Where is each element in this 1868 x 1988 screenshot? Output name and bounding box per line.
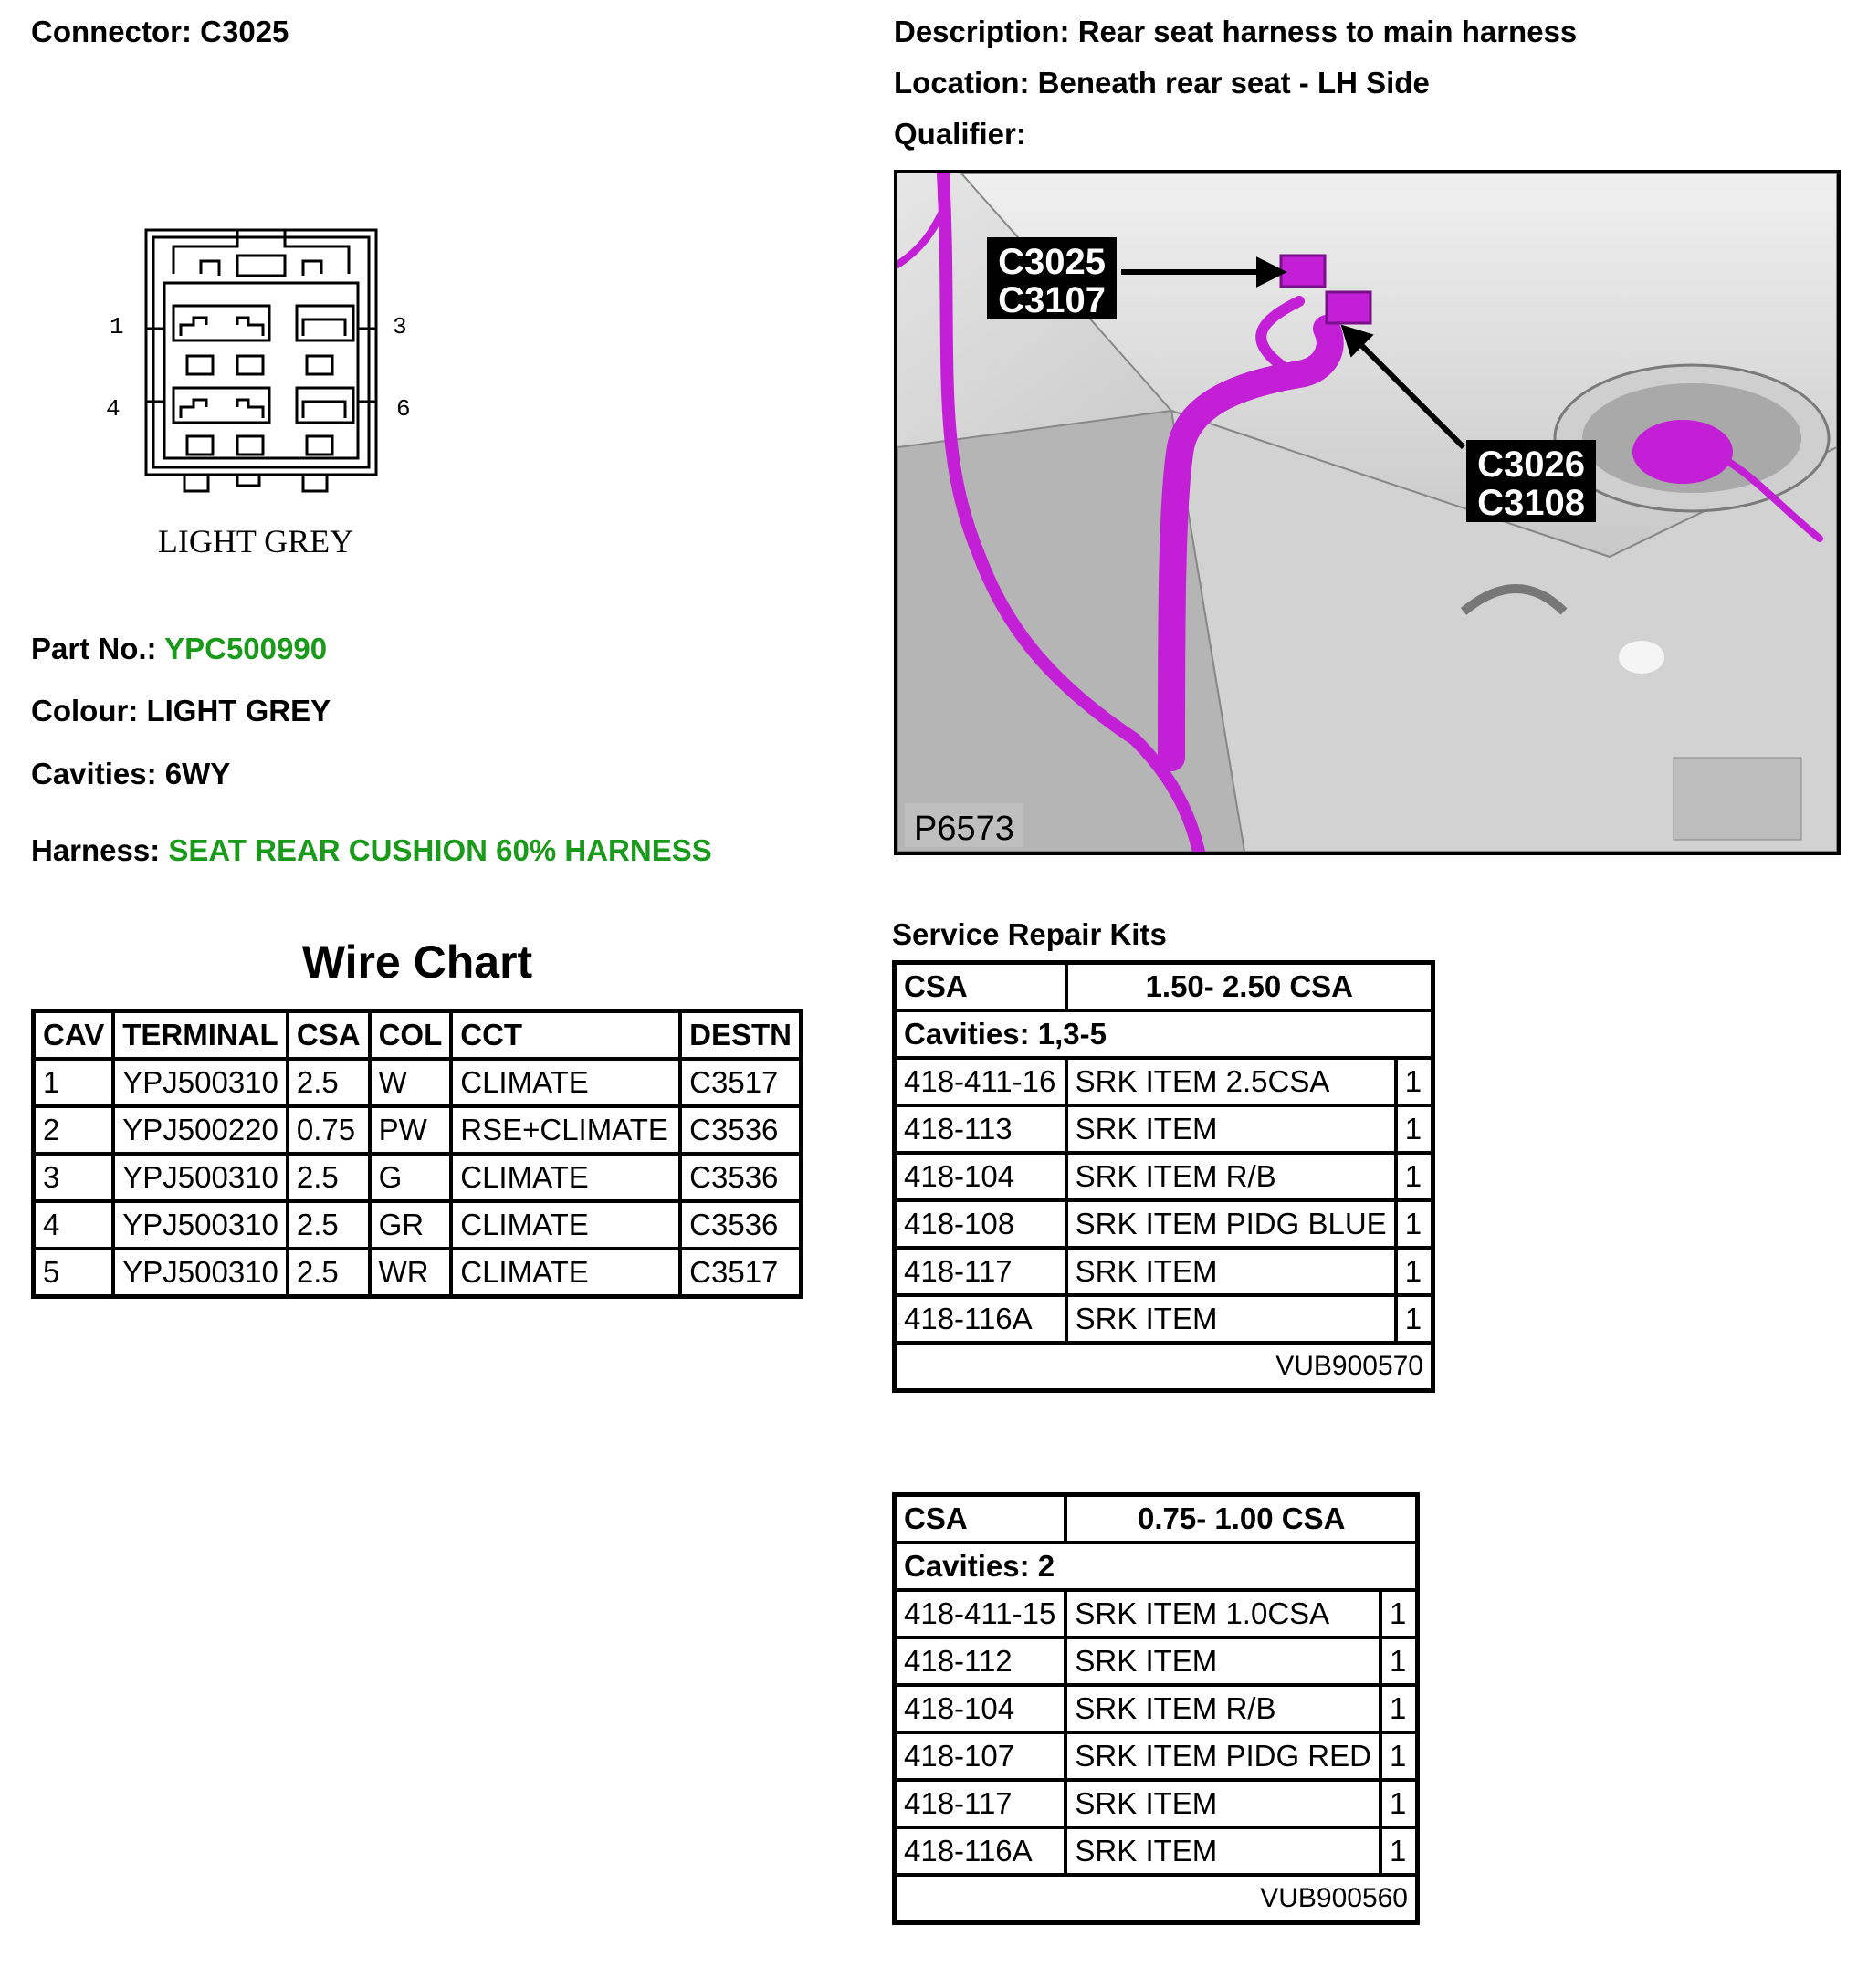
kit-item-qty: 1 [1396, 1200, 1433, 1248]
cell-col: PW [370, 1106, 452, 1154]
callout-c3026: C3026 [1477, 445, 1585, 485]
cell-csa: 2.5 [288, 1059, 370, 1106]
cell-terminal: YPJ500310 [113, 1059, 288, 1106]
kit-item-desc: SRK ITEM 2.5CSA [1066, 1058, 1396, 1105]
kit-item-row [895, 1637, 1418, 1685]
wire-row [34, 1249, 802, 1297]
kit-item-row [895, 1105, 1433, 1153]
description-label: Description: Rear seat harness to main harness [894, 15, 1578, 48]
kit-item-part: 418-113 [895, 1105, 1066, 1153]
cell-cct: CLIMATE [451, 1249, 680, 1297]
kit-cavities: Cavities: 2 [895, 1543, 1418, 1590]
cell-cav: 4 [34, 1201, 114, 1249]
wire-row [34, 1201, 802, 1249]
service-kit-table [892, 960, 1435, 1393]
pin-label-3: 3 [393, 313, 407, 340]
pin-label-4: 4 [106, 395, 121, 423]
col-header-cav: CAV [34, 1011, 114, 1060]
kit-header-row [895, 1495, 1418, 1543]
qualifier-label: Qualifier: [894, 117, 1026, 151]
col-header-col: COL [370, 1011, 452, 1060]
kit-item-row [895, 1295, 1433, 1343]
kit-item-qty: 1 [1396, 1295, 1433, 1343]
callout-c3107: C3107 [998, 280, 1106, 320]
kit-item-row [895, 1153, 1433, 1200]
kit-item-desc: SRK ITEM [1065, 1827, 1380, 1875]
cell-terminal: YPJ500310 [113, 1249, 288, 1297]
cavity-1 [173, 306, 269, 340]
wire-row [34, 1106, 802, 1154]
col-header-csa: CSA [288, 1011, 370, 1060]
kit-item-part: 418-107 [895, 1732, 1066, 1780]
location-illustration [894, 170, 1841, 855]
cell-destn[interactable]: C3536 [680, 1154, 801, 1201]
cell-csa: 2.5 [288, 1154, 370, 1201]
connector-c3025-render [1281, 256, 1325, 287]
cell-cav: 3 [34, 1154, 114, 1201]
kit-item-desc: SRK ITEM 1.0CSA [1065, 1590, 1380, 1637]
kit-number: VUB900570 [895, 1343, 1433, 1391]
kit-item-qty: 1 [1396, 1105, 1433, 1153]
wire-chart-header-row [34, 1011, 802, 1060]
part-number-label: Part No.: [31, 632, 157, 665]
kit-csa-label: CSA [895, 963, 1066, 1011]
kit-item-part: 418-116A [895, 1827, 1066, 1875]
wire-chart-title: Wire Chart [301, 936, 533, 988]
kit-csa-range: 0.75- 1.00 CSA [1065, 1495, 1417, 1543]
kit-item-part: 418-112 [895, 1637, 1066, 1685]
kit-cavities: Cavities: 1,3-5 [895, 1010, 1433, 1058]
col-header-terminal: TERMINAL [113, 1011, 288, 1060]
service-kits-title: Service Repair Kits [892, 917, 1167, 951]
kit-item-qty: 1 [1380, 1827, 1418, 1875]
service-kit-table [892, 1492, 1420, 1925]
cell-cct: RSE+CLIMATE [451, 1106, 680, 1154]
image-id-label: P6573 [914, 810, 1014, 848]
wire-chart-table [31, 1009, 803, 1299]
pin-label-6: 6 [396, 395, 411, 423]
kit-csa-label: CSA [895, 1495, 1066, 1543]
kit-item-part: 418-411-15 [895, 1590, 1066, 1637]
cell-terminal: YPJ500310 [113, 1201, 288, 1249]
callout-c3108: C3108 [1477, 483, 1585, 523]
kit-cavities-row [895, 1543, 1418, 1590]
kit-header-row [895, 963, 1433, 1011]
kit-item-part: 418-116A [895, 1295, 1066, 1343]
kit-item-qty: 1 [1396, 1248, 1433, 1295]
kit-item-part: 418-411-16 [895, 1058, 1066, 1105]
pin-label-1: 1 [110, 313, 124, 340]
cell-cav: 5 [34, 1249, 114, 1297]
kit-item-row [895, 1058, 1433, 1105]
connector-c3026-render [1327, 292, 1370, 323]
connector-label: Connector: C3025 [31, 15, 289, 48]
vehicle-floor-render [897, 173, 1837, 852]
cell-csa: 2.5 [288, 1249, 370, 1297]
cell-csa: 2.5 [288, 1201, 370, 1249]
cell-cct: CLIMATE [451, 1059, 680, 1106]
kit-number-row [895, 1875, 1418, 1923]
kit-number: VUB900560 [895, 1875, 1418, 1923]
kit-item-part: 418-108 [895, 1200, 1066, 1248]
kit-item-qty: 1 [1380, 1590, 1418, 1637]
kit-item-desc: SRK ITEM [1066, 1295, 1396, 1343]
harness-row [31, 833, 712, 868]
cell-cav: 2 [34, 1106, 114, 1154]
harness-link[interactable]: SEAT REAR CUSHION 60% HARNESS [168, 833, 712, 867]
kit-item-desc: SRK ITEM PIDG BLUE [1066, 1200, 1396, 1248]
location-label: Location: Beneath rear seat - LH Side [894, 66, 1430, 99]
kit-item-row [895, 1827, 1418, 1875]
cell-cct: CLIMATE [451, 1154, 680, 1201]
cell-terminal: YPJ500310 [113, 1154, 288, 1201]
callout-c3025: C3025 [998, 242, 1106, 282]
colour-row: Colour: LIGHT GREY [31, 694, 331, 727]
cell-csa: 0.75 [288, 1106, 370, 1154]
kit-item-row [895, 1200, 1433, 1248]
kit-item-qty: 1 [1380, 1780, 1418, 1827]
cell-terminal: YPJ500220 [113, 1106, 288, 1154]
cell-destn[interactable]: C3536 [680, 1106, 801, 1154]
cell-col: W [370, 1059, 452, 1106]
kit-number-row [895, 1343, 1433, 1391]
kit-item-desc: SRK ITEM [1066, 1248, 1396, 1295]
wire-row [34, 1154, 802, 1201]
cell-destn[interactable]: C3536 [680, 1201, 801, 1249]
part-number-row [31, 632, 327, 666]
kit-item-desc: SRK ITEM [1066, 1105, 1396, 1153]
harness-label: Harness: [31, 833, 161, 867]
cavity-4 [173, 388, 269, 423]
kit-item-qty: 1 [1380, 1732, 1418, 1780]
kit-csa-range: 1.50- 2.50 CSA [1066, 963, 1433, 1011]
col-header-cct: CCT [451, 1011, 680, 1060]
cell-cav: 1 [34, 1059, 114, 1106]
kit-item-desc: SRK ITEM [1065, 1637, 1380, 1685]
kit-item-qty: 1 [1396, 1153, 1433, 1200]
kit-item-row [895, 1732, 1418, 1780]
kit-item-desc: SRK ITEM [1065, 1780, 1380, 1827]
kit-item-qty: 1 [1380, 1685, 1418, 1732]
kit-item-desc: SRK ITEM R/B [1065, 1685, 1380, 1732]
kit-item-row [895, 1685, 1418, 1732]
kit-item-part: 418-117 [895, 1780, 1066, 1827]
kit-item-qty: 1 [1380, 1637, 1418, 1685]
cell-col: WR [370, 1249, 452, 1297]
kit-item-part: 418-104 [895, 1685, 1066, 1732]
connector-face-diagram [91, 219, 420, 566]
wire-row [34, 1059, 802, 1106]
kit-item-row [895, 1590, 1418, 1637]
connector-housing-outline [146, 230, 376, 475]
cell-destn[interactable]: C3517 [680, 1059, 801, 1106]
kit-item-row [895, 1780, 1418, 1827]
connector-colour-caption: LIGHT GREY [157, 523, 354, 560]
kit-item-desc: SRK ITEM PIDG RED [1065, 1732, 1380, 1780]
cell-destn[interactable]: C3517 [680, 1249, 801, 1297]
kit-item-desc: SRK ITEM R/B [1066, 1153, 1396, 1200]
cavities-row: Cavities: 6WY [31, 757, 231, 790]
kit-item-qty: 1 [1396, 1058, 1433, 1105]
kit-cavities-row [895, 1010, 1433, 1058]
kit-item-row [895, 1248, 1433, 1295]
cell-col: G [370, 1154, 452, 1201]
cell-cct: CLIMATE [451, 1201, 680, 1249]
cell-col: GR [370, 1201, 452, 1249]
kit-item-part: 418-117 [895, 1248, 1066, 1295]
col-header-destn: DESTN [680, 1011, 801, 1060]
part-number-link[interactable]: YPC500990 [164, 632, 328, 665]
kit-item-part: 418-104 [895, 1153, 1066, 1200]
